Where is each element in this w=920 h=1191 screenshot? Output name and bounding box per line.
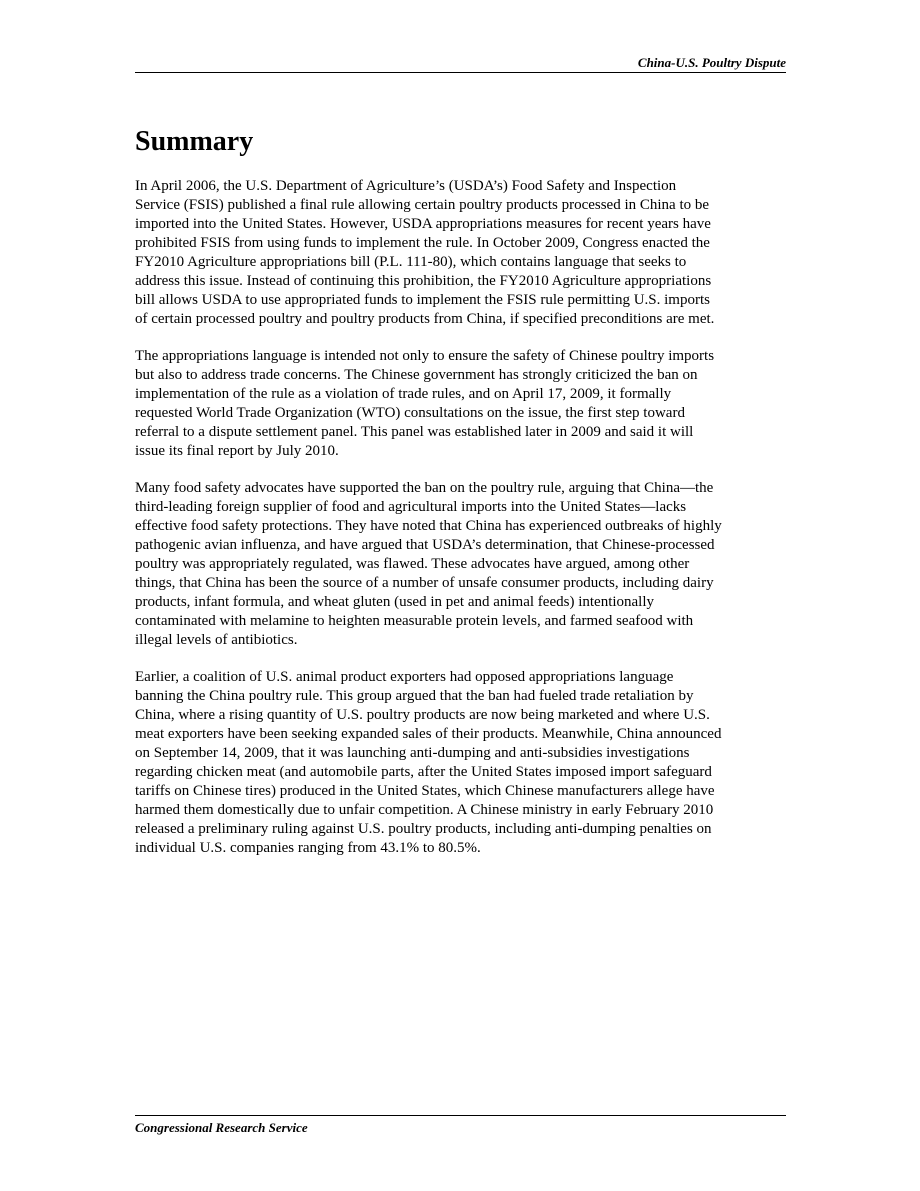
text-line: meat exporters have been seeking expanded sales of their products. Meanwhile, China announced	[135, 726, 722, 742]
text-line: regarding chicken meat (and automobile parts, after the United States imposed import safeguard	[135, 764, 712, 780]
text-line: contaminated with melamine to heighten measurable protein levels, and farmed seafood with	[135, 613, 694, 629]
text-line: Many food safety advocates have supported the ban on the poultry rule, arguing that China—the	[135, 480, 714, 496]
text-line: banning the China poultry rule. This group argued that the ban had fueled trade retaliation by	[135, 688, 694, 704]
text-line: pathogenic avian influenza, and have argued that USDA’s determination, that Chinese-processed	[135, 537, 715, 553]
text-line: released a preliminary ruling against U.S. poultry products, including anti-dumping penalties on	[135, 821, 712, 837]
text-line: imported into the United States. However, USDA appropriations measures for recent years have	[135, 216, 711, 232]
text-line: poultry was appropriately regulated, was flawed. These advocates have argued, among other	[135, 556, 690, 572]
summary-body	[135, 177, 795, 876]
text-line: referral to a dispute settlement panel. This panel was established later in 2009 and said it will	[135, 424, 694, 440]
paragraph-3	[135, 479, 795, 650]
paragraph-1	[135, 177, 795, 329]
text-line: on September 14, 2009, that it was launching anti-dumping and anti-subsidies investigations	[135, 745, 690, 761]
text-line: bill allows USDA to use appropriated funds to implement the FSIS rule permitting U.S. imports	[135, 292, 710, 308]
text-line: but also to address trade concerns. The Chinese government has strongly criticized the ban on	[135, 367, 698, 383]
text-line: things, that China has been the source of a number of unsafe consumer products, including dairy	[135, 575, 714, 591]
text-line: tariffs on Chinese tires) produced in the United States, which Chinese manufacturers allege have	[135, 783, 715, 799]
text-line: third-leading foreign supplier of food and agricultural imports into the United States—lacks	[135, 499, 687, 515]
text-line: individual U.S. companies ranging from 43.1% to 80.5%.	[135, 840, 481, 856]
text-line: Service (FSIS) published a final rule allowing certain poultry products processed in China to be	[135, 197, 710, 213]
text-line: FY2010 Agriculture appropriations bill (P.L. 111-80), which contains language that seeks to	[135, 254, 687, 270]
page-title: Summary	[135, 126, 254, 157]
text-line: issue its final report by July 2010.	[135, 443, 339, 459]
text-line: requested World Trade Organization (WTO) consultations on the issue, the first step toward	[135, 405, 685, 421]
text-line: effective food safety protections. They have noted that China has experienced outbreaks of highly	[135, 518, 722, 534]
text-line: The appropriations language is intended not only to ensure the safety of Chinese poultry imports	[135, 348, 715, 364]
text-line: of certain processed poultry and poultry products from China, if specified preconditions are met.	[135, 311, 715, 327]
page-header	[135, 54, 786, 73]
text-line: implementation of the rule as a violation of trade rules, and on April 17, 2009, it formally	[135, 386, 672, 402]
paragraph-4	[135, 668, 795, 858]
text-line: harmed them domestically due to unfair competition. A Chinese ministry in early February 2010	[135, 802, 714, 818]
footer-source: Congressional Research Service	[135, 1120, 308, 1135]
text-line: In April 2006, the U.S. Department of Agriculture’s (USDA’s) Food Safety and Inspection	[135, 178, 677, 194]
text-line: address this issue. Instead of continuing this prohibition, the FY2010 Agriculture appropriations	[135, 273, 712, 289]
text-line: illegal levels of antibiotics.	[135, 632, 298, 648]
paragraph-2	[135, 347, 795, 461]
text-line: products, infant formula, and wheat gluten (used in pet and animal feeds) intentionally	[135, 594, 655, 610]
page-footer	[135, 1115, 786, 1136]
text-line: Earlier, a coalition of U.S. animal product exporters had opposed appropriations language	[135, 669, 674, 685]
text-line: China, where a rising quantity of U.S. poultry products are now being marketed and where U.S.	[135, 707, 710, 723]
running-title: China-U.S. Poultry Dispute	[637, 55, 786, 70]
text-line: prohibited FSIS from using funds to implement the rule. In October 2009, Congress enacted the	[135, 235, 710, 251]
